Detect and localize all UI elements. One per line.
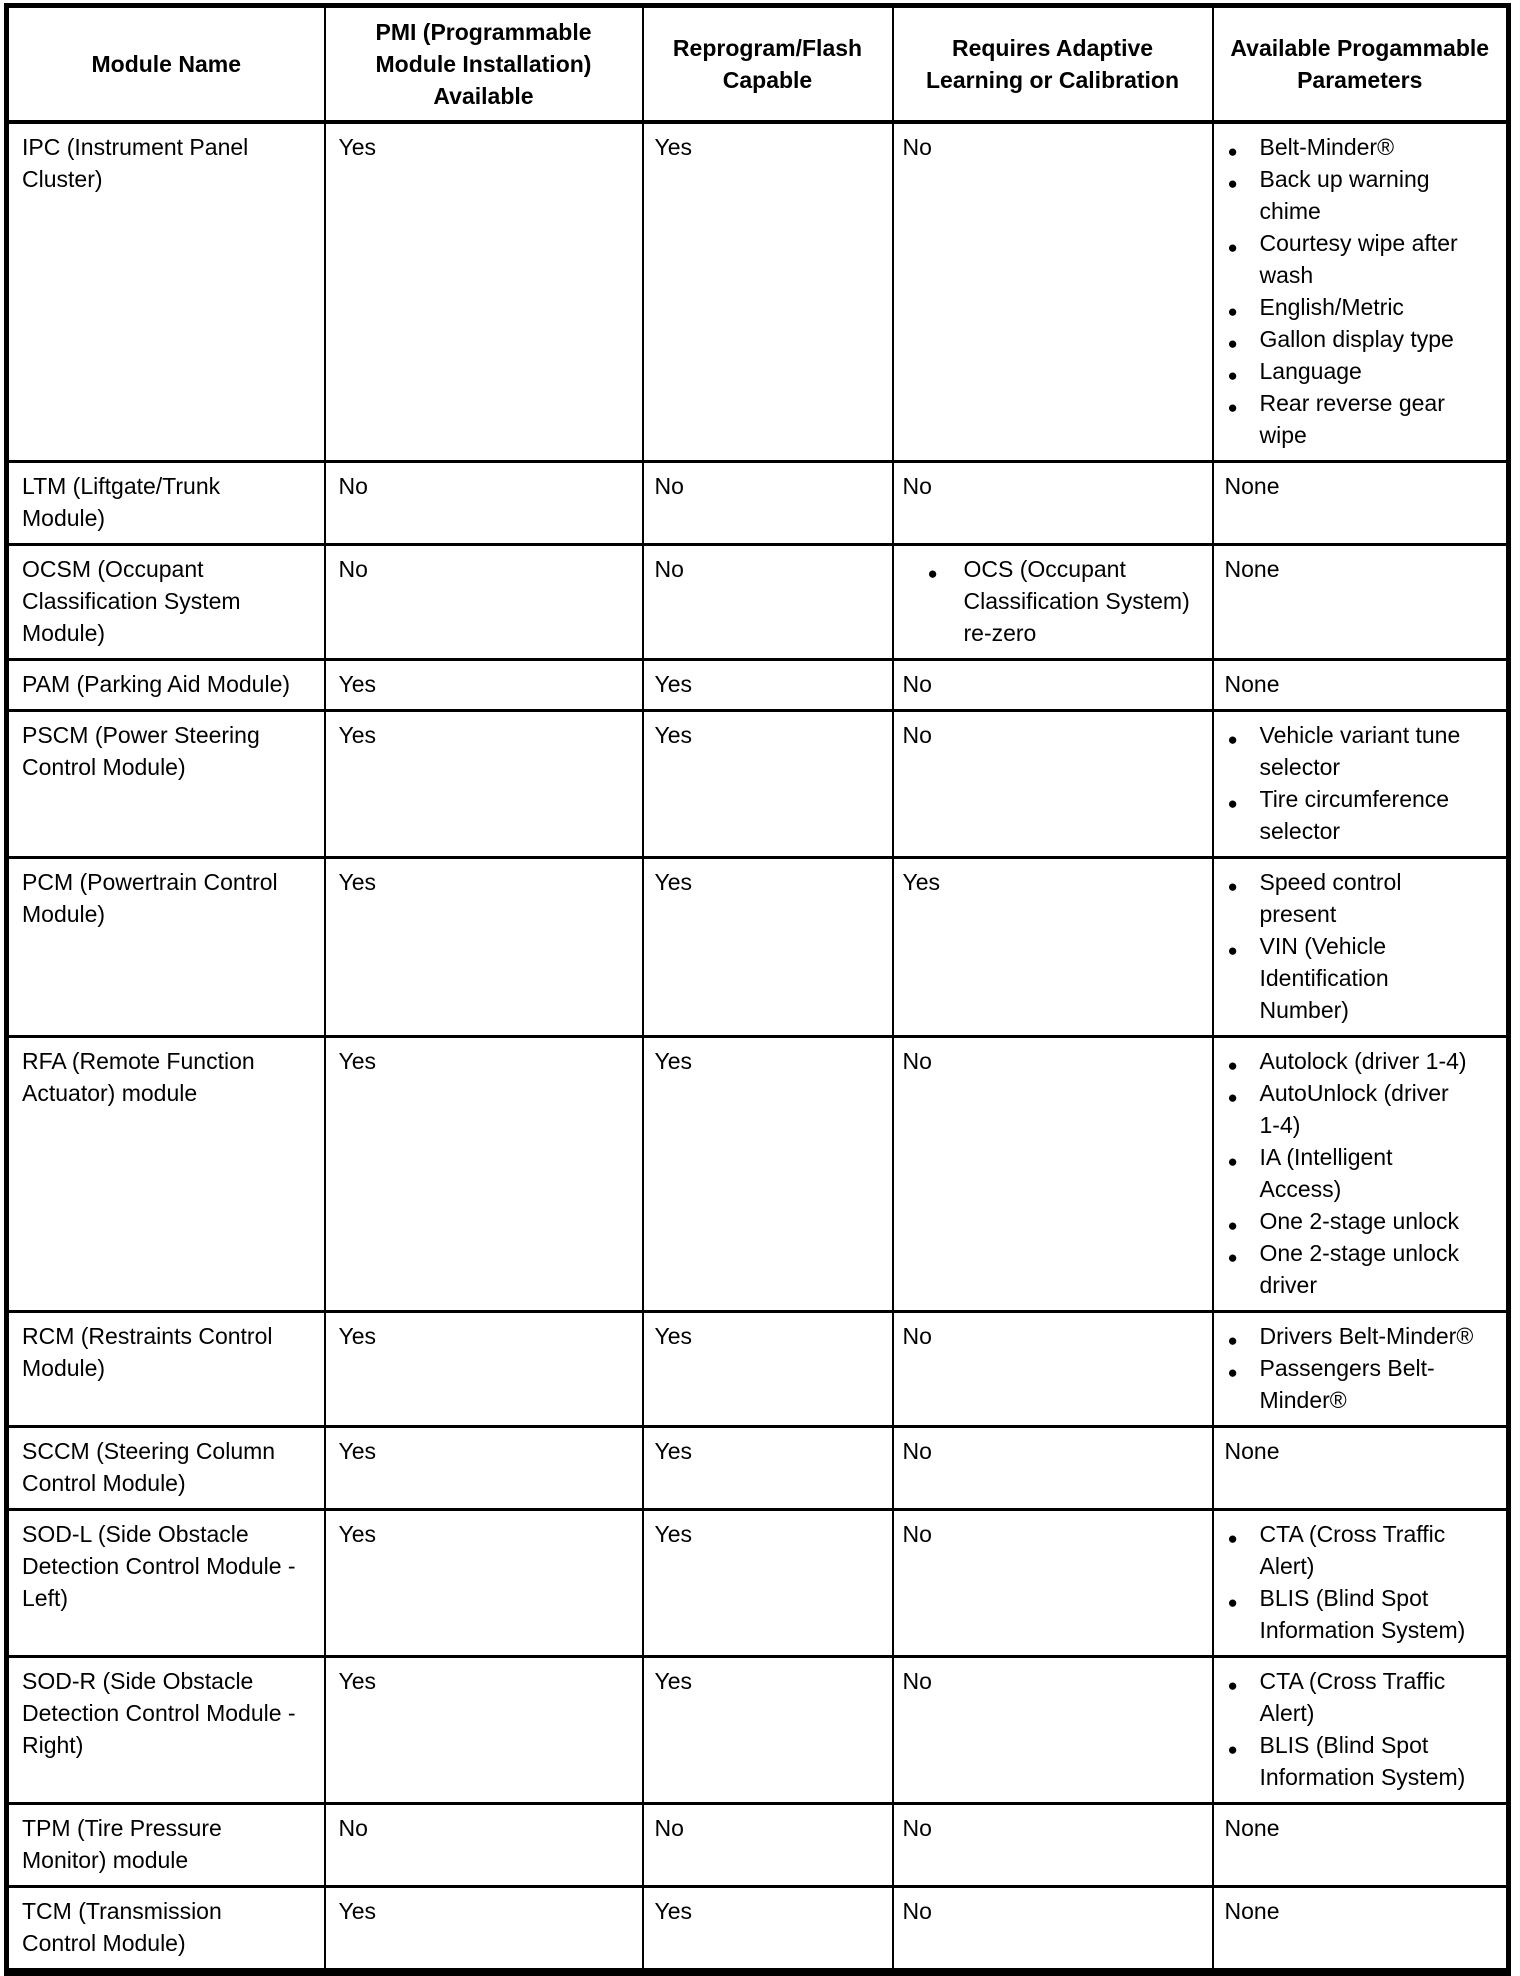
reprogram-flash-cell: Yes <box>643 660 893 711</box>
pmi-available-cell: No <box>325 1804 643 1887</box>
reprogram-flash-cell: Yes <box>643 122 893 462</box>
table-row <box>7 1510 1509 1657</box>
bullet-icon: ● <box>1227 1331 1238 1350</box>
programmable-parameters-cell <box>1213 858 1509 1037</box>
table-row <box>7 1427 1509 1510</box>
table-row <box>7 1657 1509 1804</box>
programmable-parameters-item <box>1214 1582 1507 1646</box>
reprogram-flash-cell: Yes <box>643 1887 893 1973</box>
column-header-pmi-available: PMI (Programmable Module Installation) Available <box>325 6 643 123</box>
adaptive-learning-list <box>894 553 1212 649</box>
programmable-parameters-item <box>1214 1518 1507 1582</box>
column-header-programmable-parameters: Available Progammable Parameters <box>1213 6 1509 123</box>
programmable-parameters-item <box>1214 163 1507 227</box>
programmable-parameters-cell: None <box>1213 1887 1509 1973</box>
programmable-parameters-item <box>1214 930 1507 1026</box>
programmable-parameters-item <box>1214 355 1507 387</box>
column-header-adaptive-learning: Requires Adaptive Learning or Calibration <box>893 6 1213 123</box>
reprogram-flash-cell: Yes <box>643 1427 893 1510</box>
bullet-icon: ● <box>1227 1152 1238 1171</box>
programmable-parameters-item <box>1214 227 1507 291</box>
bullet-icon: ● <box>1227 398 1238 417</box>
programmable-parameters-item-text: Drivers Belt-Minder® <box>1259 1323 1474 1349</box>
programmable-parameters-list <box>1214 719 1507 847</box>
document-page <box>4 3 1518 1976</box>
programmable-parameters-cell <box>1213 1657 1509 1804</box>
adaptive-learning-cell: No <box>893 1427 1213 1510</box>
programmable-parameters-cell: None <box>1213 462 1509 545</box>
programmable-parameters-item-text: CTA (Cross Traffic Alert) <box>1259 1521 1446 1579</box>
module-name-cell: TPM (Tire Pressure Monitor) module <box>7 1804 325 1887</box>
adaptive-learning-cell: No <box>893 122 1213 462</box>
table-row <box>7 711 1509 858</box>
bullet-icon: ● <box>1227 334 1238 353</box>
programmable-parameters-cell: None <box>1213 545 1509 660</box>
adaptive-learning-cell: No <box>893 1312 1213 1427</box>
bullet-icon: ● <box>1227 794 1238 813</box>
bullet-icon: ● <box>1227 238 1238 257</box>
programmable-parameters-cell <box>1213 1312 1509 1427</box>
programmable-parameters-cell <box>1213 711 1509 858</box>
programmable-parameters-item-text: Language <box>1259 358 1362 384</box>
adaptive-learning-cell: No <box>893 711 1213 858</box>
programmable-parameters-item-text: AutoUnlock (driver 1-4) <box>1259 1080 1449 1138</box>
programmable-parameters-item <box>1214 1077 1507 1141</box>
programmable-parameters-cell <box>1213 1510 1509 1657</box>
programmable-parameters-list <box>1214 1518 1507 1646</box>
reprogram-flash-cell: Yes <box>643 858 893 1037</box>
adaptive-learning-cell: No <box>893 462 1213 545</box>
programmable-parameters-list <box>1214 131 1507 451</box>
table-row <box>7 1804 1509 1887</box>
reprogram-flash-cell: No <box>643 462 893 545</box>
programmable-parameters-item-text: Speed control present <box>1259 869 1402 927</box>
programmable-parameters-item <box>1214 291 1507 323</box>
table-row <box>7 1312 1509 1427</box>
table-row <box>7 545 1509 660</box>
pmi-available-cell: Yes <box>325 1037 643 1312</box>
bullet-icon: ● <box>1227 366 1238 385</box>
pmi-available-cell: Yes <box>325 122 643 462</box>
programmable-parameters-item <box>1214 783 1507 847</box>
bullet-icon: ● <box>1227 1363 1238 1382</box>
module-name-cell: RFA (Remote Function Actuator) module <box>7 1037 325 1312</box>
programmable-parameters-cell <box>1213 1037 1509 1312</box>
pmi-available-cell: Yes <box>325 711 643 858</box>
programmable-parameters-item-text: BLIS (Blind Spot Information System) <box>1259 1732 1466 1790</box>
pmi-available-cell: Yes <box>325 660 643 711</box>
pmi-available-cell: Yes <box>325 1887 643 1973</box>
programmable-parameters-item-text: Belt-Minder® <box>1259 134 1395 160</box>
programmable-parameters-item-text: Tire circumference selector <box>1259 786 1450 844</box>
programmable-parameters-item-text: Back up warning chime <box>1259 166 1430 224</box>
programmable-parameters-item-text: One 2-stage unlock driver <box>1259 1240 1459 1298</box>
pmi-available-cell: Yes <box>325 1312 643 1427</box>
programmable-parameters-item-text: BLIS (Blind Spot Information System) <box>1259 1585 1466 1643</box>
module-name-cell: PCM (Powertrain Control Module) <box>7 858 325 1037</box>
programmable-parameters-item <box>1214 1141 1507 1205</box>
adaptive-learning-cell: No <box>893 1037 1213 1312</box>
programmable-parameters-list <box>1214 866 1507 1026</box>
reprogram-flash-cell: Yes <box>643 1657 893 1804</box>
programmable-parameters-list <box>1214 1665 1507 1793</box>
adaptive-learning-cell: Yes <box>893 858 1213 1037</box>
programmable-parameters-item <box>1214 866 1507 930</box>
bullet-icon: ● <box>1227 1216 1238 1235</box>
programmable-parameters-item-text: English/Metric <box>1259 294 1404 320</box>
reprogram-flash-cell: No <box>643 545 893 660</box>
bullet-icon: ● <box>1227 1056 1238 1075</box>
adaptive-learning-cell: No <box>893 1887 1213 1973</box>
programmable-parameters-item <box>1214 323 1507 355</box>
column-header-module-name: Module Name <box>7 6 325 123</box>
adaptive-learning-cell: No <box>893 660 1213 711</box>
programmable-parameters-item <box>1214 1665 1507 1729</box>
reprogram-flash-cell: Yes <box>643 711 893 858</box>
programmable-parameters-item-text: Rear reverse gear wipe <box>1259 390 1445 448</box>
programmable-parameters-item-text: One 2-stage unlock <box>1259 1208 1459 1234</box>
pmi-available-cell: Yes <box>325 858 643 1037</box>
bullet-icon: ● <box>1227 877 1238 896</box>
adaptive-learning-item <box>894 553 1212 649</box>
pmi-available-cell: No <box>325 545 643 660</box>
module-name-cell: LTM (Liftgate/Trunk Module) <box>7 462 325 545</box>
pmi-available-cell: Yes <box>325 1510 643 1657</box>
module-name-cell: PAM (Parking Aid Module) <box>7 660 325 711</box>
module-name-cell: TCM (Transmission Control Module) <box>7 1887 325 1973</box>
bullet-icon: ● <box>1227 1740 1238 1759</box>
programmable-parameters-item-text: Vehicle variant tune selector <box>1259 722 1461 780</box>
module-name-cell: OCSM (Occupant Classification System Module) <box>7 545 325 660</box>
column-header-reprogram-flash: Reprogram/Flash Capable <box>643 6 893 123</box>
programmable-parameters-list <box>1214 1045 1507 1301</box>
programmable-parameters-item <box>1214 387 1507 451</box>
reprogram-flash-cell: Yes <box>643 1510 893 1657</box>
pmi-available-cell: No <box>325 462 643 545</box>
adaptive-learning-cell: No <box>893 1657 1213 1804</box>
programmable-parameters-item-text: IA (Intelligent Access) <box>1259 1144 1393 1202</box>
programmable-parameters-item-text: Passengers Belt-Minder® <box>1259 1355 1435 1413</box>
bullet-icon: ● <box>1227 1248 1238 1267</box>
programmable-parameters-item-text: Courtesy wipe after wash <box>1259 230 1458 288</box>
table-header-row <box>7 6 1509 123</box>
reprogram-flash-cell: Yes <box>643 1312 893 1427</box>
pmi-available-cell: Yes <box>325 1657 643 1804</box>
adaptive-learning-cell <box>893 545 1213 660</box>
programmable-parameters-item <box>1214 1729 1507 1793</box>
module-name-cell: PSCM (Power Steering Control Module) <box>7 711 325 858</box>
bullet-icon: ● <box>1227 142 1238 161</box>
table-row <box>7 122 1509 462</box>
table-row <box>7 462 1509 545</box>
bullet-icon: ● <box>1227 1529 1238 1548</box>
table-row <box>7 1887 1509 1973</box>
pmi-available-cell: Yes <box>325 1427 643 1510</box>
bullet-icon: ● <box>1227 1593 1238 1612</box>
table-row <box>7 1037 1509 1312</box>
programmable-parameters-item <box>1214 1237 1507 1301</box>
bullet-icon: ● <box>1227 174 1238 193</box>
bullet-icon: ● <box>1227 302 1238 321</box>
programmable-parameters-cell: None <box>1213 1804 1509 1887</box>
programmable-parameters-item <box>1214 1320 1507 1352</box>
programmable-parameters-item <box>1214 131 1507 163</box>
module-name-cell: IPC (Instrument Panel Cluster) <box>7 122 325 462</box>
programmable-parameters-item-text: CTA (Cross Traffic Alert) <box>1259 1668 1446 1726</box>
programmable-parameters-cell: None <box>1213 1427 1509 1510</box>
bullet-icon: ● <box>1227 941 1238 960</box>
bullet-icon: ● <box>1227 1676 1238 1695</box>
table-row <box>7 660 1509 711</box>
reprogram-flash-cell: No <box>643 1804 893 1887</box>
programmable-parameters-item <box>1214 1205 1507 1237</box>
module-name-cell: SCCM (Steering Column Control Module) <box>7 1427 325 1510</box>
programmable-parameters-item-text: VIN (Vehicle Identification Number) <box>1259 933 1389 1023</box>
programmable-parameters-cell <box>1213 122 1509 462</box>
programmable-parameters-item-text: Gallon display type <box>1259 326 1454 352</box>
programmable-parameters-item <box>1214 1045 1507 1077</box>
reprogram-flash-cell: Yes <box>643 1037 893 1312</box>
bullet-icon: ● <box>927 564 938 583</box>
programmable-parameters-item <box>1214 1352 1507 1416</box>
adaptive-learning-item-text: OCS (Occupant Classification System) re-zero <box>963 556 1190 646</box>
programmable-parameters-item <box>1214 719 1507 783</box>
module-name-cell: SOD-L (Side Obstacle Detection Control Module - Left) <box>7 1510 325 1657</box>
bullet-icon: ● <box>1227 730 1238 749</box>
adaptive-learning-cell: No <box>893 1804 1213 1887</box>
table-body <box>7 122 1509 1972</box>
programmable-parameters-cell: None <box>1213 660 1509 711</box>
table-row <box>7 858 1509 1037</box>
bullet-icon: ● <box>1227 1088 1238 1107</box>
module-programming-table <box>4 3 1511 1976</box>
adaptive-learning-cell: No <box>893 1510 1213 1657</box>
module-name-cell: RCM (Restraints Control Module) <box>7 1312 325 1427</box>
programmable-parameters-list <box>1214 1320 1507 1416</box>
module-name-cell: SOD-R (Side Obstacle Detection Control Module - Right) <box>7 1657 325 1804</box>
programmable-parameters-item-text: Autolock (driver 1-4) <box>1259 1048 1467 1074</box>
